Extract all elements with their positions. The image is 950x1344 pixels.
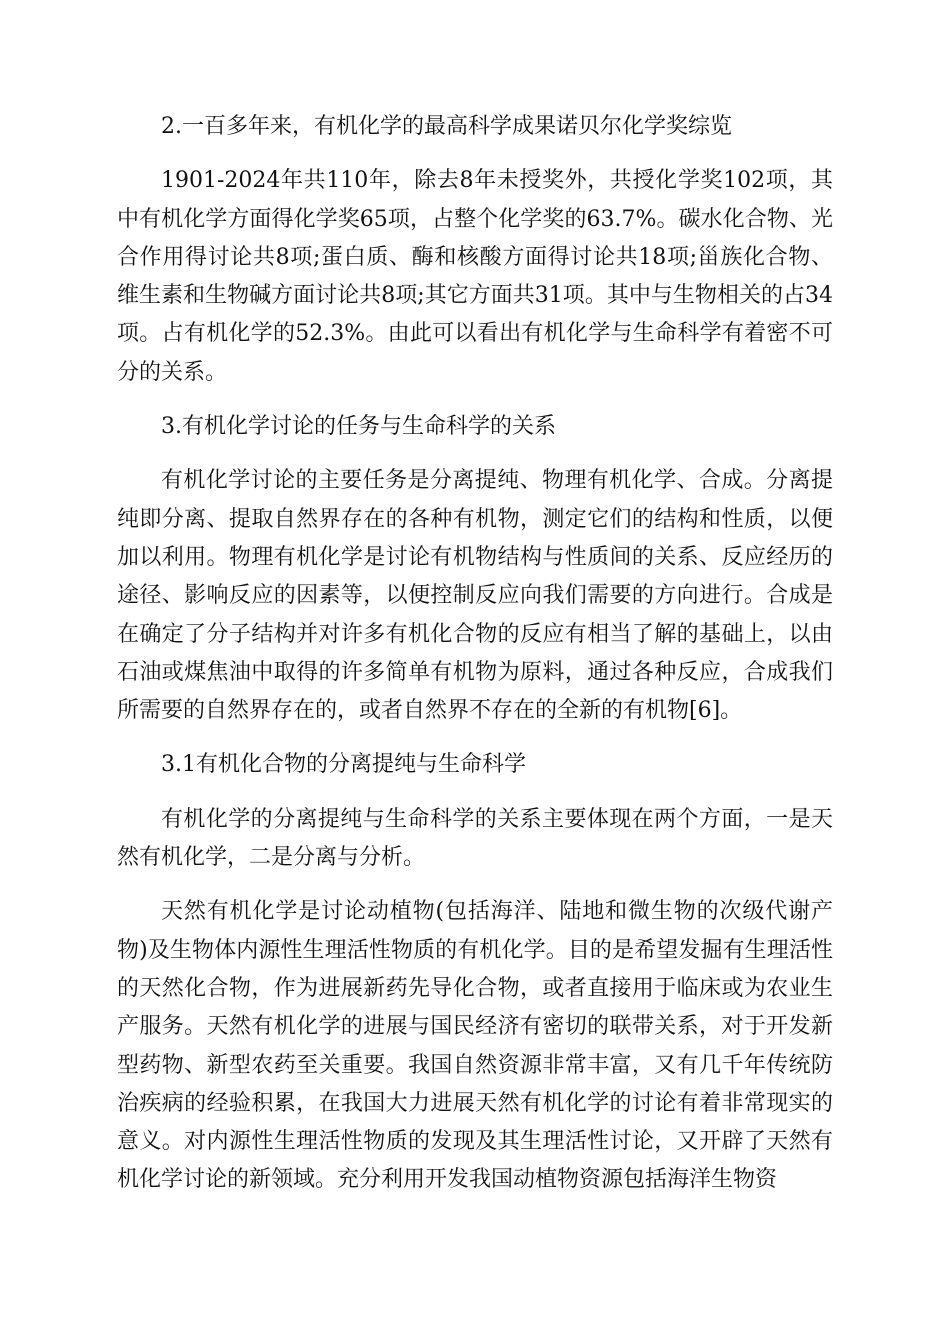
body-paragraph-separation-intro: 有机化学的分离提纯与生命科学的关系主要体现在两个方面，一是天然有机化学，二是分离与分析。 [117,806,833,871]
body-paragraph-research-tasks: 有机化学讨论的主要任务是分离提纯、物理有机化学、合成。分离提纯即分离、提取自然界存在的各种有机物，测定它们的结构和性质，以便加以利用。物理有机化学是讨论有机物结构与性质间的关系、反应经历的途径、影响反应的因素等，以便控制反应向我们需要的方向进行。合成是在确定了分子结构并对许多有机化合物的反应有相当了解的基础上，以由石油或煤焦油中取得的许多简单有机物为原料，通过各种反应，合成我们所需要的自然界存在的，或者自然界不存在的全新的有机物[6]。 [117,468,833,724]
document-page [117,108,833,1216]
body-paragraph-nobel-overview: 1901-2024年共110年，除去8年未授奖外，共授化学奖102项，其中有机化学方面得化学奖65项，占整个化学奖的63.7%。碳水化合物、光合作用得讨论共8项;蛋白质、酶和核酸方面得讨论共18项;甾族化合物、维生素和生物碱方面讨论共8项;其它方面共31项。其中与生物相关的占34项。占有机化学的52.3%。由此可以看出有机化学与生命科学有着密不可分的关系。 [117,168,833,385]
section-heading-3-1: 3.1有机化合物的分离提纯与生命科学 [161,752,526,778]
body-paragraph-natural-organic-chemistry: 天然有机化学是讨论动植物(包括海洋、陆地和微生物的次级代谢产物)及生物体内源性生理活性物质的有机化学。目的是希望发掘有生理活性的天然化合物，作为进展新药先导化合物，或者直接用于临床或为农业生产服务。天然有机化学的进展与国民经济有密切的联带关系，对于开发新型药物、新型农药至关重要。我国自然资源非常丰富，又有几千年传统防治疾病的经验积累，在我国大力进展天然有机化学的讨论有着非常现实的意义。对内源性生理活性物质的发现及其生理活性讨论，又开辟了天然有机化学讨论的新领域。充分利用开发我国动植物资源包括海洋生物资 [117,899,833,1193]
section-heading-3: 3.有机化学讨论的任务与生命科学的关系 [161,414,556,440]
section-heading-2: 2.一百多年来，有机化学的最高科学成果诺贝尔化学奖综览 [161,114,732,139]
